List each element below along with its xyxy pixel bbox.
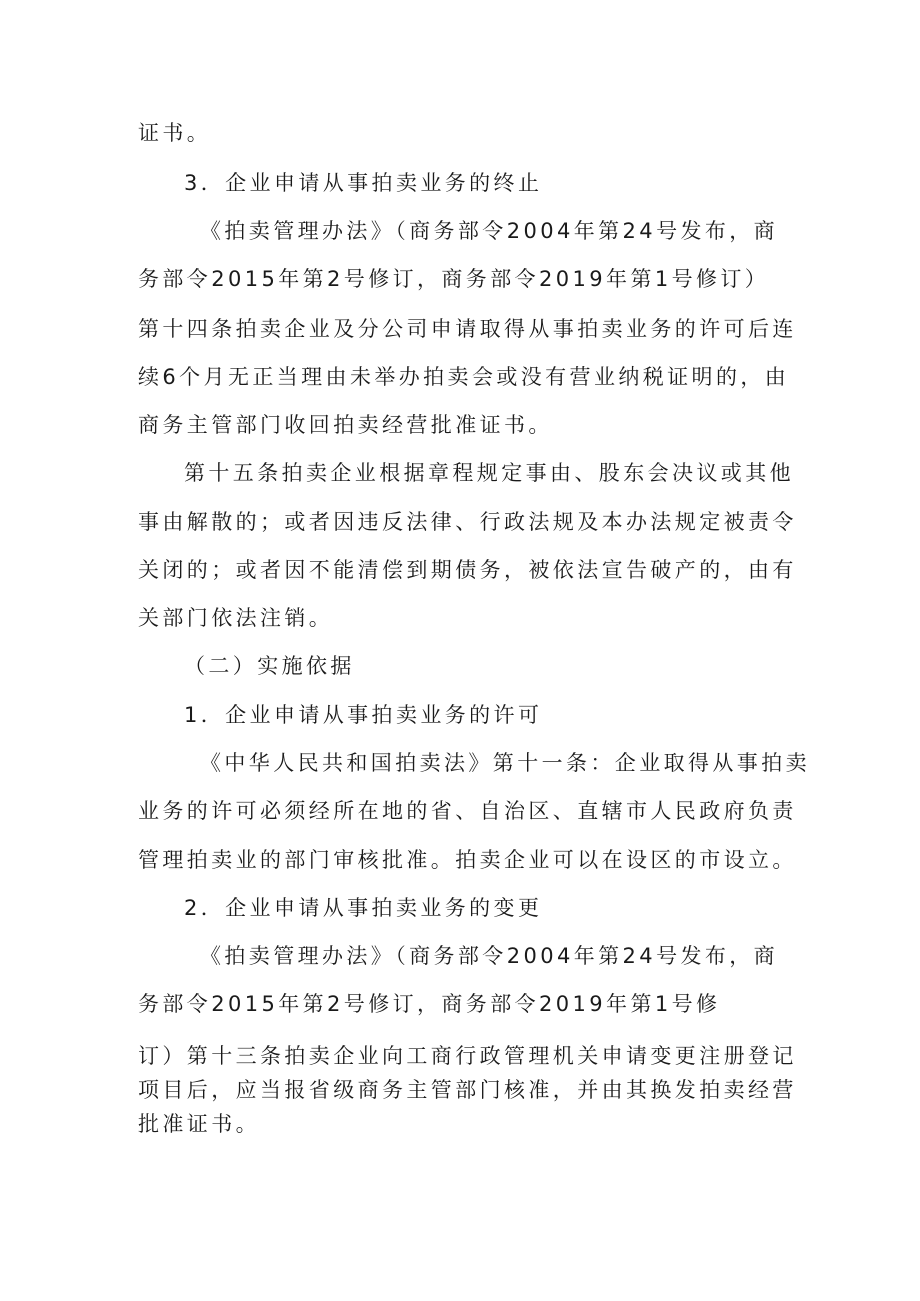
text-line: 关部门依法注销。	[138, 606, 334, 630]
section-heading: （二）实施依据	[184, 654, 355, 678]
text-line: 务部令2015年第2号修订，商务部令2019年第1号修	[138, 992, 721, 1016]
text-line: 事由解散的；或者因违反法律、行政法规及本办法规定被责令	[138, 510, 797, 534]
text-line: 业务的许可必须经所在地的省、自治区、直辖市人民政府负责	[138, 799, 797, 823]
text-line: 续6个月无正当理由未举办拍卖会或没有营业纳税证明的，由	[138, 365, 790, 389]
section-heading: 1．企业申请从事拍卖业务的许可	[184, 703, 543, 727]
text-line: 订）第十三条拍卖企业向工商行政管理机关申请变更注册登记	[138, 1044, 797, 1068]
text-line: 关闭的；或者因不能清偿到期债务，被依法宣告破产的，由有	[138, 558, 797, 582]
text-line: 证书。	[138, 121, 212, 145]
text-line: 管理拍卖业的部门审核批准。拍卖企业可以在设区的市设立。	[138, 848, 797, 872]
text-line: 务部令2015年第2号修订，商务部令2019年第1号修订）	[138, 267, 770, 291]
text-line: 《拍卖管理办法》（商务部令2004年第24号发布，商	[200, 219, 779, 243]
text-line: 商务主管部门收回拍卖经营批准证书。	[138, 413, 553, 437]
text-line: 批准证书。	[138, 1112, 260, 1136]
section-heading: 2．企业申请从事拍卖业务的变更	[184, 896, 543, 920]
text-line: 《中华人民共和国拍卖法》第十一条：企业取得从事拍卖	[200, 751, 810, 775]
text-line: 《拍卖管理办法》（商务部令2004年第24号发布，商	[200, 944, 779, 968]
text-line: 项目后，应当报省级商务主管部门核准，并由其换发拍卖经营	[138, 1078, 797, 1102]
text-line: 第十四条拍卖企业及分公司申请取得从事拍卖业务的许可后连	[138, 317, 797, 341]
section-heading: 3．企业申请从事拍卖业务的终止	[184, 171, 543, 195]
text-line: 第十五条拍卖企业根据章程规定事由、股东会决议或其他	[184, 461, 794, 485]
